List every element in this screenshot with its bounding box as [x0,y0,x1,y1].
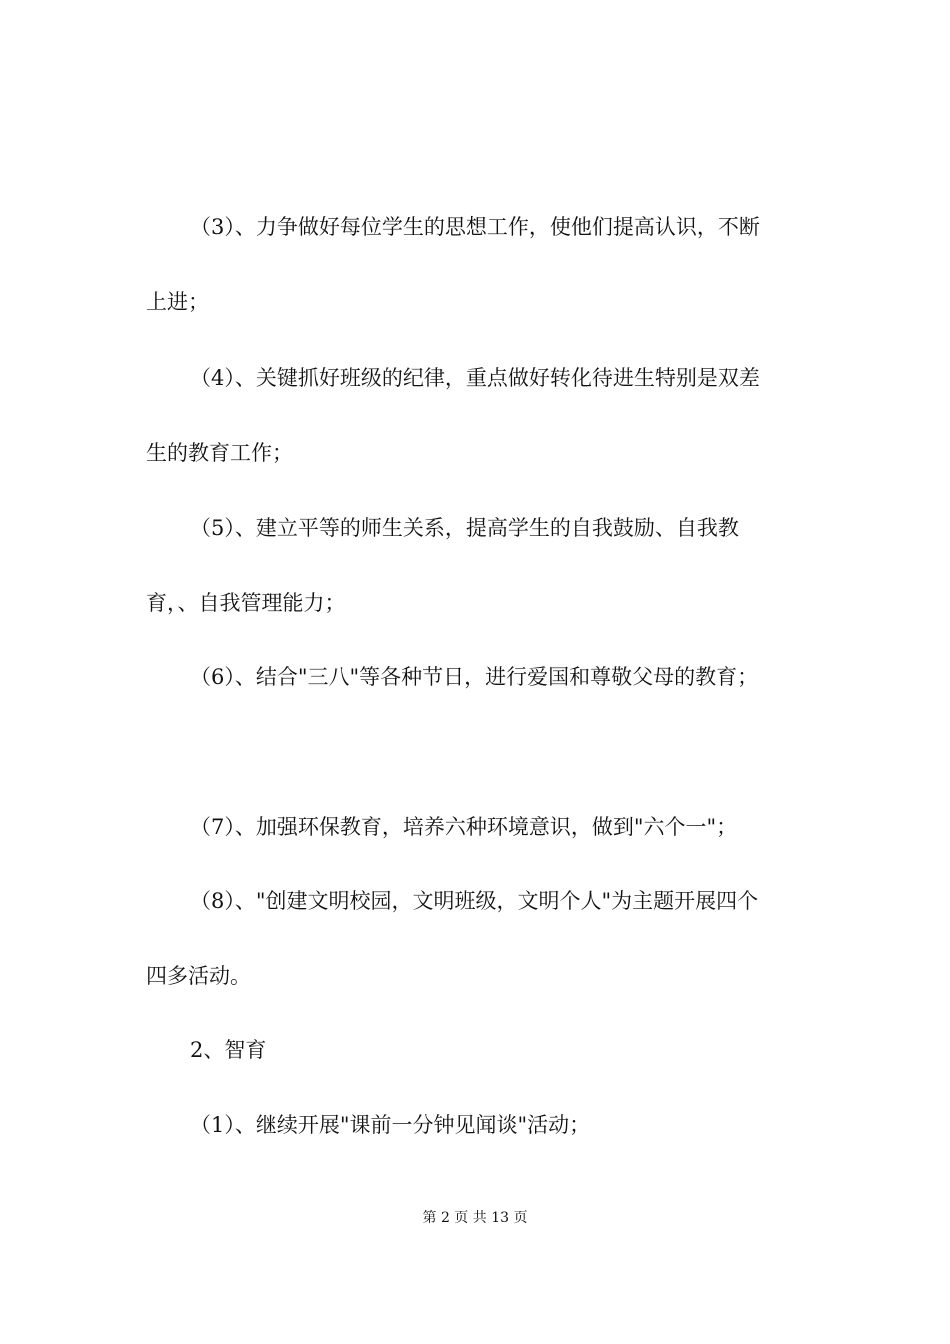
section-heading: 2、智育 [190,1038,267,1062]
paragraph-line: （4）、关键抓好班级的纪律，重点做好转化待进生特别是双差 [190,366,760,390]
paragraph-line: 四多活动。 [146,964,251,988]
page-footer: 第 2 页 共 13 页 [422,1210,528,1226]
paragraph-line: （6）、结合"三八"等各种节日，进行爱国和尊敬父母的教育； [190,665,759,689]
paragraph-line: （1）、继续开展"课前一分钟见闻谈"活动； [190,1113,591,1137]
paragraph-line: （7）、加强环保教育，培养六种环境意识，做到"六个一"； [190,815,738,839]
paragraph-line: 育，、自我管理能力； [146,591,346,615]
paragraph-line: 生的教育工作； [146,441,293,465]
paragraph-line: 上进； [146,290,209,314]
paragraph-line: （3）、力争做好每位学生的思想工作，使他们提高认识，不断 [190,215,760,239]
paragraph-line: （8）、"创建文明校园，文明班级，文明个人"为主题开展四个 [190,889,759,913]
paragraph-line: （5）、建立平等的师生关系，提高学生的自我鼓励、自我教 [190,516,739,540]
